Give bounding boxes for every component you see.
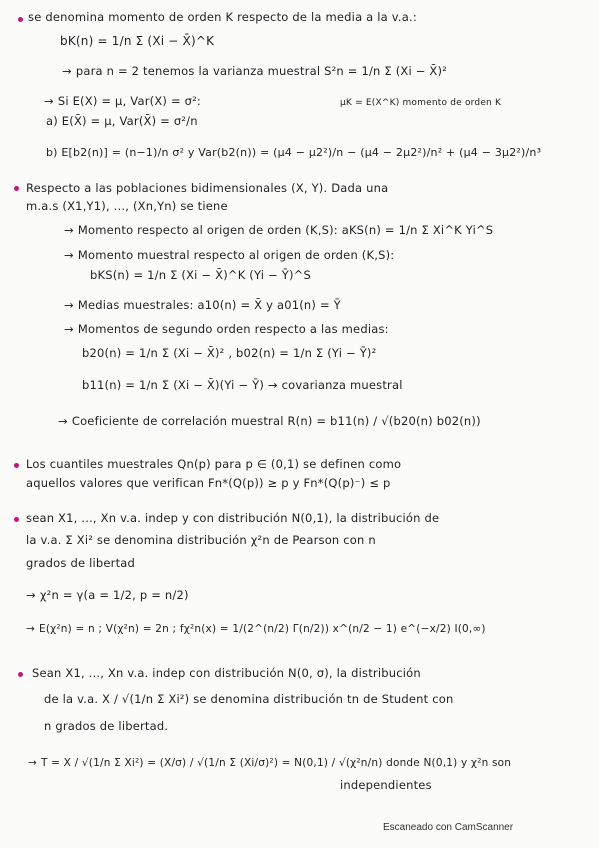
arrow-icon: → — [44, 94, 54, 108]
bullet-dot — [14, 186, 19, 191]
note-line: b) E[b2(n)] = (n−1)/n σ² y Var(b2(n)) = (μ4 − μ2²)/n − (μ4 − 2μ2²)/n² + (μ4 − 3μ2²)/n³ — [46, 146, 542, 159]
arrow-icon: → — [62, 64, 72, 78]
note-line: grados de libertad — [26, 556, 136, 570]
note-line: m.a.s (X1,Y1), ..., (Xn,Yn) se tiene — [26, 199, 228, 213]
note-line: Respecto a las poblaciones bidimensionales (X, Y). Dada una — [26, 181, 389, 195]
note-line: independientes — [340, 778, 432, 792]
note-line — [64, 223, 493, 237]
note-line: aquellos valores que verifican Fn*(Q(p)) ≥ p y Fn*(Q(p)⁻) ≤ p — [26, 476, 391, 490]
note-line — [58, 414, 481, 428]
note-line — [44, 94, 201, 108]
note-line — [62, 64, 447, 78]
arrow-icon: → — [64, 248, 74, 262]
note-line — [26, 622, 486, 636]
scanner-watermark: Escaneado con CamScanner — [383, 822, 514, 833]
arrow-icon: → — [58, 414, 68, 428]
note-line: Los cuantiles muestrales Qn(p) para p ∈ (0,1) se definen como — [26, 457, 402, 471]
bullet-dot — [18, 672, 23, 677]
arrow-icon: → — [64, 322, 74, 336]
arrow-icon: → — [26, 623, 35, 635]
note-text: E(χ²n) = n ; V(χ²n) = 2n ; fχ²n(x) = 1/(2^(n/2) Γ(n/2)) x^(n/2 − 1) e^(−x/2) I(0,∞) — [39, 623, 486, 635]
note-line — [28, 756, 511, 770]
note-text: Coeficiente de correlación muestral R(n) = b11(n) / √(b20(n) b02(n)) — [71, 414, 481, 428]
note-line — [64, 248, 394, 262]
note-text: Medias muestrales: a10(n) = X̄ y a01(n) = Ȳ — [77, 298, 341, 312]
note-line — [64, 298, 341, 312]
note-text: χ²n = γ(a = 1/2, p = n/2) — [39, 588, 189, 602]
note-text: Momentos de segundo orden respecto a las medias: — [77, 322, 389, 336]
arrow-icon: → — [64, 223, 74, 237]
bullet-dot — [14, 463, 19, 468]
note-line: se denomina momento de orden K respecto de la media a la v.a.: — [28, 10, 417, 24]
note-line: a) E(X̄) = μ, Var(X̄) = σ²/n — [46, 114, 198, 128]
note-line: b20(n) = 1/n Σ (Xi − X̄)² , b02(n) = 1/n Σ (Yi − Ȳ)² — [82, 346, 377, 360]
note-line — [64, 322, 389, 336]
arrow-icon: → — [28, 757, 37, 769]
note-line: bKS(n) = 1/n Σ (Xi − X̄)^K (Yi − Ȳ)^S — [90, 268, 311, 282]
bullet-dot — [18, 17, 23, 22]
arrow-icon: → — [26, 588, 36, 602]
note-text: T = X / √(1/n Σ Xi²) = (X/σ) / √(1/n Σ (Xi/σ)²) = N(0,1) / √(χ²n/n) donde N(0,1) y χ²n son — [41, 757, 512, 769]
note-line: b11(n) = 1/n Σ (Xi − X̄)(Yi − Ȳ) → covarianza muestral — [82, 378, 403, 392]
note-line: sean X1, ..., Xn v.a. indep y con distribución N(0,1), la distribución de — [26, 511, 440, 525]
note-line: de la v.a. X / √(1/n Σ Xi²) se denomina distribución tn de Student con — [44, 692, 454, 706]
note-line: μK = E(X^K) momento de orden K — [340, 98, 502, 108]
note-line: Sean X1, ..., Xn v.a. indep con distribución N(0, σ), la distribución — [32, 666, 421, 680]
bullet-dot — [14, 517, 19, 522]
note-line: bK(n) = 1/n Σ (Xi − X̄)^K — [60, 34, 215, 48]
note-line: la v.a. Σ Xi² se denomina distribución χ²n de Pearson con n — [26, 533, 376, 547]
note-line: n grados de libertad. — [44, 719, 169, 733]
note-line — [26, 588, 189, 602]
arrow-icon: → — [64, 298, 74, 312]
note-text: Si E(X) = μ, Var(X) = σ²: — [57, 94, 202, 108]
note-text: para n = 2 tenemos la varianza muestral S²n = 1/n Σ (Xi − X̄)² — [75, 64, 447, 78]
note-text: Momento respecto al origen de orden (K,S): aKS(n) = 1/n Σ Xi^K Yi^S — [77, 223, 494, 237]
note-text: Momento muestral respecto al origen de orden (K,S): — [77, 248, 395, 262]
